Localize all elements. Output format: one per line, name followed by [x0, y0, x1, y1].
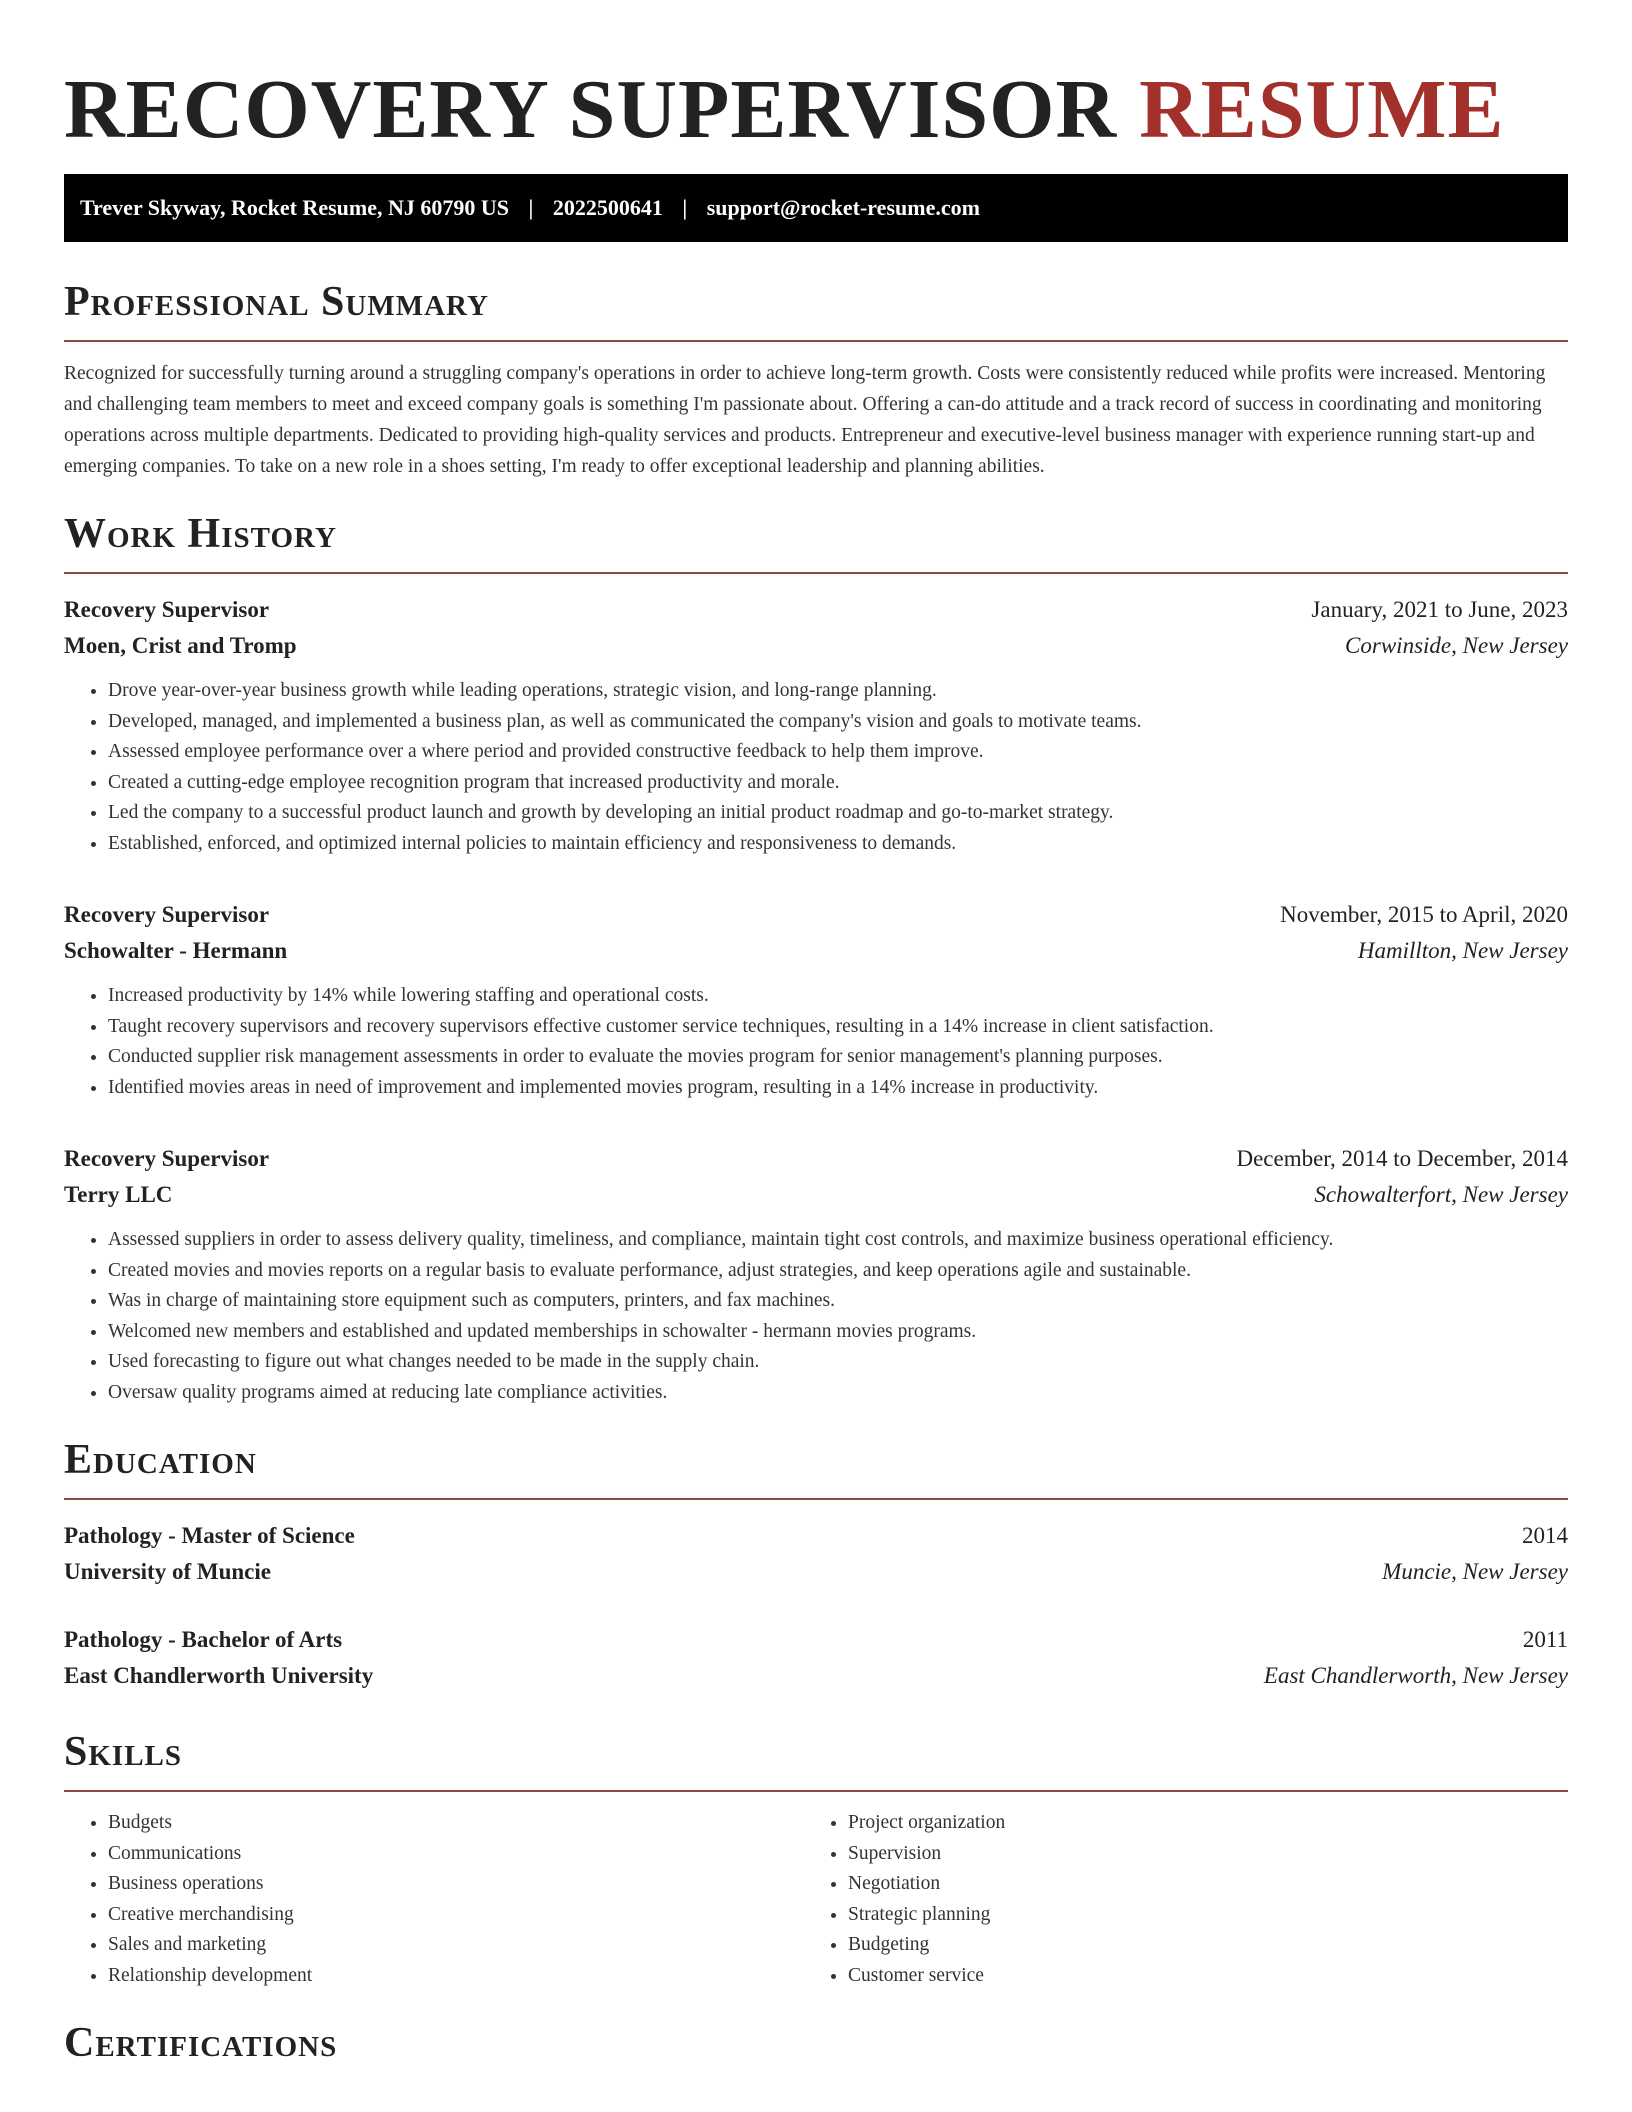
job-dates: December, 2014 to December, 2014	[1236, 1146, 1568, 1171]
education-degree: Pathology - Master of Science	[64, 1523, 355, 1548]
skills-section	[64, 1722, 1568, 1991]
list-item: • Oversaw quality programs aimed at reducing late compliance activities.	[108, 1378, 1568, 1409]
list-item: • Welcomed new members and established and updated memberships in schowalter - hermann movies programs.	[108, 1317, 1568, 1348]
title-main: RECOVERY SUPERVISOR	[64, 63, 1118, 156]
job-company-row	[64, 933, 1568, 969]
job-entry	[64, 897, 1568, 1103]
education-location: East Chandlerworth, New Jersey	[1263, 1663, 1568, 1688]
list-item: • Identified movies areas in need of improvement and implemented movies program, resulting in a 14% increase in productivity.	[108, 1073, 1568, 1104]
skills-columns	[64, 1808, 1568, 1991]
job-header-row	[64, 1141, 1568, 1177]
contact-email: support@rocket-resume.com	[706, 195, 980, 220]
list-item: • Budgets	[108, 1808, 804, 1839]
list-item: • Used forecasting to figure out what changes needed to be made in the supply chain.	[108, 1347, 1568, 1378]
list-item: • Relationship development	[108, 1961, 804, 1992]
summary-text: Recognized for successfully turning around a struggling company's operations in order to achieve long-term growth. Costs were consistently reduced while profits were increased. Mentoring and challenging team members to meet and exceed company goals is something I'm passionate about. Offering a can-do attitude and a track record of success in coordinating and monitoring operations across multiple departments. Dedicated to providing high-quality services and products. Entrepreneur and executive-level business manager with experience running start-up and emerging companies. To take on a new role in a shoes setting, I'm ready to offer exceptional leadership and planning abilities.	[64, 363, 1546, 477]
section-heading-education: Education	[64, 1437, 257, 1483]
education-school: East Chandlerworth University	[64, 1663, 374, 1688]
education-header-row	[64, 1518, 1568, 1554]
job-title: Recovery Supervisor	[64, 597, 270, 622]
list-item: • Project organization	[848, 1808, 1544, 1839]
page-title	[64, 0, 1568, 164]
work-section	[64, 504, 1568, 1408]
job-entry	[64, 1141, 1568, 1408]
education-location: Muncie, New Jersey	[1382, 1559, 1568, 1584]
skills-list-left	[64, 1808, 804, 1991]
list-item: • Taught recovery supervisors and recovery supervisors effective customer service techniques, resulting in a 14% increase in client satisfaction.	[108, 1012, 1568, 1043]
list-item: • Assessed suppliers in order to assess delivery quality, timeliness, and compliance, maintain tight cost controls, and maximize business operational efficiency.	[108, 1225, 1568, 1256]
contact-separator: |	[682, 195, 688, 220]
job-company-row	[64, 628, 1568, 664]
list-item: • Business operations	[108, 1869, 804, 1900]
list-item: • Created a cutting-edge employee recognition program that increased productivity and morale.	[108, 768, 1568, 799]
job-title: Recovery Supervisor	[64, 902, 270, 927]
list-item: • Developed, managed, and implemented a business plan, as well as communicated the company's vision and goals to motivate teams.	[108, 707, 1568, 738]
list-item: • Conducted supplier risk management assessments in order to evaluate the movies program for senior management's planning purposes.	[108, 1042, 1568, 1073]
job-entry	[64, 592, 1568, 859]
job-company: Schowalter - Hermann	[64, 938, 288, 963]
section-divider	[64, 1498, 1568, 1500]
job-location: Corwinside, New Jersey	[1345, 633, 1568, 658]
summary-section	[64, 272, 1568, 482]
list-item: • Communications	[108, 1839, 804, 1870]
list-item: • Creative merchandising	[108, 1900, 804, 1931]
education-year: 2011	[1522, 1627, 1568, 1652]
education-entry	[64, 1622, 1568, 1694]
job-dates: November, 2015 to April, 2020	[1280, 902, 1568, 927]
list-item: • Drove year-over-year business growth while leading operations, strategic vision, and long-range planning.	[108, 676, 1568, 707]
job-company-row	[64, 1177, 1568, 1213]
education-degree: Pathology - Bachelor of Arts	[64, 1627, 343, 1652]
job-title: Recovery Supervisor	[64, 1146, 270, 1171]
job-location: Schowalterfort, New Jersey	[1314, 1182, 1568, 1207]
section-heading-skills: Skills	[64, 1729, 183, 1775]
title-accent: RESUME	[1139, 63, 1505, 156]
education-header-row	[64, 1622, 1568, 1658]
list-item: • Established, enforced, and optimized internal policies to maintain efficiency and responsiveness to demands.	[108, 829, 1568, 860]
section-heading-work: Work History	[64, 511, 337, 557]
job-dates: January, 2021 to June, 2023	[1311, 597, 1568, 622]
education-school: University of Muncie	[64, 1559, 271, 1584]
list-item: • Led the company to a successful product launch and growth by developing an initial product roadmap and go-to-market strategy.	[108, 798, 1568, 829]
list-item: • Increased productivity by 14% while lowering staffing and operational costs.	[108, 981, 1568, 1012]
contact-address: Trever Skyway, Rocket Resume, NJ 60790 US	[80, 195, 509, 220]
section-divider	[64, 340, 1568, 342]
job-location: Hamillton, New Jersey	[1357, 938, 1568, 963]
education-entry	[64, 1518, 1568, 1590]
list-item: • Created movies and movies reports on a regular basis to evaluate performance, adjust strategies, and keep operations agile and sustainable.	[108, 1256, 1568, 1287]
education-school-row	[64, 1658, 1568, 1694]
job-header-row	[64, 592, 1568, 628]
job-bullets	[64, 981, 1568, 1103]
education-year: 2014	[1522, 1523, 1568, 1548]
list-item: • Customer service	[848, 1961, 1544, 1992]
list-item: • Sales and marketing	[108, 1930, 804, 1961]
list-item: • Assessed employee performance over a where period and provided constructive feedback to help them improve.	[108, 737, 1568, 768]
list-item: • Negotiation	[848, 1869, 1544, 1900]
education-school-row	[64, 1554, 1568, 1590]
contact-phone: 2022500641	[552, 195, 663, 220]
contact-bar	[64, 174, 1568, 242]
job-header-row	[64, 897, 1568, 933]
list-item: • Was in charge of maintaining store equipment such as computers, printers, and fax machines.	[108, 1286, 1568, 1317]
section-divider	[64, 572, 1568, 574]
job-company: Moen, Crist and Tromp	[64, 633, 297, 658]
section-heading-summary: Professional Summary	[64, 279, 489, 325]
list-item: • Supervision	[848, 1839, 1544, 1870]
contact-separator: |	[528, 195, 534, 220]
job-bullets	[64, 676, 1568, 859]
certifications-section	[64, 2013, 1568, 2073]
section-heading-certifications: Certifications	[64, 2020, 338, 2066]
list-item: • Budgeting	[848, 1930, 1544, 1961]
skills-list-right	[804, 1808, 1544, 1991]
list-item: • Strategic planning	[848, 1900, 1544, 1931]
section-divider	[64, 1790, 1568, 1792]
education-section	[64, 1430, 1568, 1694]
job-bullets	[64, 1225, 1568, 1408]
job-company: Terry LLC	[64, 1182, 173, 1207]
